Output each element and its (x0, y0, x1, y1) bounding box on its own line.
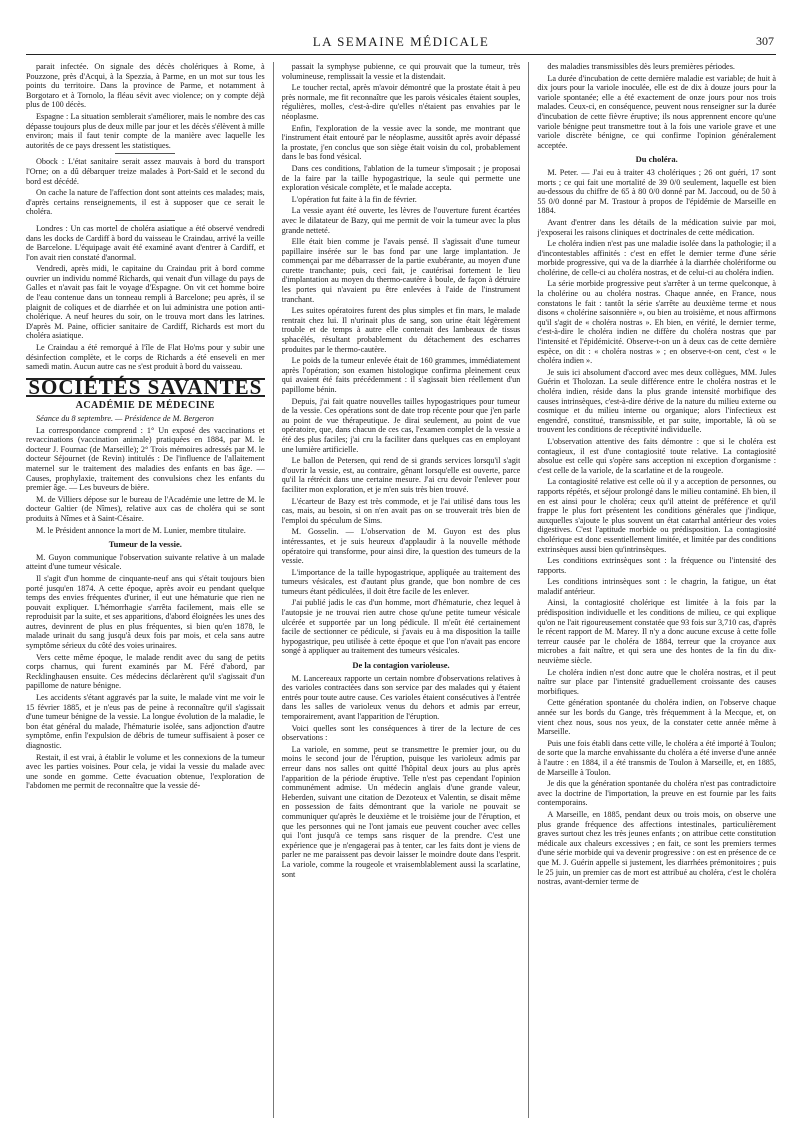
paragraph: La correspondance comprend : 1° Un exposé des vaccinations et revaccinations (vaccination animale) pratiquées en 1884, par M. le docteur J. Fournac (de Marseille); 2° Trois mémoires adressés par M. le docteur Séjournet (de Revin) intitulés : De l'influence de l'allaitement maternel sur le traitement des maladies des enfants en bas âge. — Causes, prophylaxie, traitement des convulsions chez les enfants du premier âge. — Les buveurs de bière. (26, 425, 265, 493)
paragraph: Avant d'entrer dans les détails de la médication suivie par moi, j'exposerai les raisons cliniques et doctrinales de cette médication. (537, 217, 776, 237)
news-paragraphs (26, 62, 265, 372)
paragraph: Vers cette même époque, le malade rendit avec du sang de petits corps charnus, qui furent examinés par M. Féré d'abord, par Recklinghausen ensuite. Ces médecins déclarèrent qu'il s'agissait d'un papillome de nature bénigne. (26, 652, 265, 691)
paragraph: parait infectée. On signale des décès cholériques à Rome, à Pouzzone, près d'Acqui, à la Spezzia, à Parme, en un mot sur tous les points du territoire. Dans la province de Parme, et notamment à Borgotaro et à Tornolo, la fléau sévit avec violence; on y compte déjà plus de 100 décès. (26, 62, 265, 110)
paragraph: Ainsi, la contagiosité cholérique est limitée à la fois par la prédisposition individuelle et les conditions de milieu, ce qui explique qu'on ne l'ait rigoureusement constatée que 93 fois sur 3,710 cas, d'après le récent rapport de M. Marey. Il n'y a donc aucune excuse à cette folle terreur causée par le choléra de 1884, terreur que la croyance aux microbes a fait naître, et qui sera une des hontes de la fin du dix-neuvième siècle. (537, 598, 776, 666)
paragraph: M. Gosselin. — L'observation de M. Guyon est des plus intéressantes, et je suis heureux d'applaudir à la nouvelle méthode opératoire qui transforme, pour ainsi dire, la question des tumeurs de la vessie. (281, 527, 521, 566)
journal-title: LA SEMAINE MÉDICALE (312, 34, 490, 49)
page-number: 307 (756, 34, 774, 48)
paragraph: M. Peter. — J'ai eu à traiter 43 cholériques ; 26 ont guéri, 17 sont morts ; ce qui fait une mortalité de 39 0/0 seulement, laquelle est bien au-dessous du chiffre de 65 à 80 0/0 donné par M. Jaccoud, ou de 50 à 55 0/0 donné par M. Trastour à propos de l'épidémie de Marseille en 1884. (537, 167, 776, 216)
paragraph: Espagne : La situation semblerait s'améliorer, mais le nombre des cas dépasse toujours plus de deux mille par jour et les décès s'élèvent à mille environ; mais il faut tenir compte de la manière avec laquelle les autorités de ce pays dressent les statistiques. (26, 111, 265, 150)
paragraph: J'ai publié jadis le cas d'un homme, mort d'hématurie, chez lequel à l'autopsie je ne trouvai rien autre chose qu'une petite tumeur vésicale ulcérée et supportée par un long pédicule. Il m'eût été certainement facile de sectionner ce pédicule, si j'avais eu à ma disposition la taille hypogastrique, peu utilisée à cette époque et que l'on n'avait pas encore songé à appliquer au traitement des tumeurs vésicales. (281, 598, 521, 656)
column-separator (273, 62, 274, 1118)
subsection-title: Du choléra. (635, 154, 678, 165)
paragraph: M. le Président annonce la mort de M. Lunier, membre titulaire. (36, 525, 246, 535)
paragraph: Le poids de la tumeur enlevée était de 160 grammes, immédiatement après l'opération; son examen histologique confirma pleinement ceux qui avaient été faits précédemment : il s'agissait bien réellement d'un papillome bénin. (281, 356, 521, 394)
paragraph: des maladies transmissibles dès leurs premières périodes. (547, 62, 735, 71)
subsection-title: Tumeur de la vessie. (108, 539, 182, 550)
paragraph: Les accidents s'étant aggravés par la suite, le malade vint me voir le 15 février 1885, et je n'eus pas de peine à reconnaître qu'il s'agissait d'une tumeur bénigne de la vessie. La longue évolution de la maladie, le bon état général du malade, l'hématurie isolée, sans adjonction d'autre symptôme, enfin l'expulsion de débris de tumeur suffisaient à poser ce diagnostic. (26, 693, 265, 750)
paragraph: Obock : L'état sanitaire serait assez mauvais à bord du transport l'Orne; on a dû débarquer treize malades à Port-Saïd et le second du bord est décédé. (26, 157, 265, 186)
paragraph: Depuis, j'ai fait quatre nouvelles tailles hypogastriques pour tumeur de la vessie. Ces opérations sont de date trop récente pour que j'en parle au point de vue thérapeutique. Je dirai seulement, au point de vue opératoire, que, dans chacun de ces cas, l'examen complet de la vessie a été des plus faciles; j'ai cru la faciliter dans quelques cas en employant une lumière artificielle. (281, 396, 521, 454)
paragraph: Le Craindau a été remorqué à l'île de Flat Ho'ms pour y subir une désinfection complète, et le corps de Richards a été enseveli en mer samedi matin. Aucun autre cas ne s'est produit à bord du vaisseau. (26, 343, 265, 372)
page-header (26, 28, 776, 55)
academy-title: ACADÉMIE DE MÉDECINE (75, 400, 216, 412)
paragraph: Dans ces conditions, l'ablation de la tumeur s'imposait ; je proposai de la faire par la taille hypogastrique, la seule qui permette une exploration vésicale complète, et le malade accepta. (281, 163, 521, 193)
paragraph: Il s'agit d'un homme de cinquante-neuf ans qui s'était toujours bien porté jusqu'en 1874. A cette époque, après avoir eu pendant quelque temps des envies fréquentes d'uriner, il eut une hématurie que rien ne pouvait expliquer. L'hémorrhagie s'arrêta facilement, mais elle se reproduisit par la suite, et ses apparitions, d'abord éloignées les unes des autres, devinrent de plus en plus fréquentes, si bien qu'en 1878, le malade urinait du sang jusqu'à deux fois par mois, et cela sans autre symptôme sérieux du côté des voies urinaires. (26, 573, 265, 651)
paragraph: La variole, en somme, peut se transmettre le premier jour, ou du moins le second jour de l'éruption, puisque les varioleux admis par erreur dans nos salles ont quitté l'hôpital deux jours au plus après l'apparition de la période éruptive. Telle n'est pas cependant l'opinion communément admise. Un médecin anglais d'une grande valeur, Heberden, suivant une citation de Dezoteux et Valentin, se disait même en possession de faits démontrant que la variole ne pouvait se communiquer qu'après le deuxième et le troisième jour de l'éruption, et que les personnes qui ne l'ont jamais eue peuvent coucher avec celles qui l'ont jusqu'à ce temps sans risquer de la prendre. C'est une expérience que je n'engagerai pas à tenter, car les faits dont je viens de parler ne me paraissent pas devoir laisser le moindre doute dans l'esprit. La variole, comme la rougeole et vraisemblablement aussi la scarlatine, sont (281, 744, 521, 879)
paragraph: Vendredi, après midi, le capitaine du Craindau prit à bord comme ouvrier un individu nommé Richards, qui venait d'un village du pays de Galles et n'avait pas fait le voyage d'Espagne. On vit cet homme boire de l'eau contenue dans un tonneau rempli à Barcelone; peu après, il se plaignit de coliques et de diarrhée et on lui administra une potion anti-cholérique. A neuf heures du soir, on le trouva mort dans les latrines. D'après M. Paine, officier sanitaire de Cardiff, Richards est mort du choléra asiatique. (26, 264, 265, 341)
paragraph: Elle était bien comme je l'avais pensé. Il s'agissait d'une tumeur papillaire insérée sur le bas fond par une large implantation. Je commençai par me débarrasser de la partie exubérante, au moyen d'une curette tranchante; puis, ceci fait, je cautérisai fortement le lieu d'implantation au moyen du thermo-cautère à boule, de façon à détruire les portes qui n'avaient pu être enlevées à l'aide de l'instrument tranchant. (281, 237, 521, 304)
paragraph: Londres : Un cas mortel de choléra asiatique a été observé vendredi dans les docks de Cardiff à bord du vaisseau le Craindau, arrivé la veille de Barcelone. L'équipage avait été examiné avant d'entrer à Cardiff, et l'on avait rien constaté d'anormal. (26, 223, 265, 262)
column-1 (26, 62, 265, 1118)
paragraph: Je suis ici absolument d'accord avec mes deux collègues, MM. Jules Guérin et Tholozan. La seule différence entre le choléra nostras et le choléra indien, réside dans la plus grande intensité morbifique des causes intrinsèques, c'est-à-dire dérive de la nature du milieu externe ou cosmique et du milieu interne ou organique; alors l'infectieux est engendré, constitué, transmissible, et par suite, importable, là où se trouvent les conditions de réceptivité individuelle. (537, 367, 776, 435)
paragraph: M. de Villiers dépose sur le bureau de l'Académie une lettre de M. le docteur Galtier (de Nîmes), relative aux cas de choléra qui se sont produits à Nîmes et à Saint-Césaire. (26, 494, 265, 523)
paragraph: L'importance de la taille hypogastrique, appliquée au traitement des tumeurs vésicales, est d'autant plus grande, que bon nombre de ces tumeurs étant pédiculées, il doit être facile de les enlever. (281, 567, 521, 596)
paragraph: Puis une fois établi dans cette ville, le choléra a été importé à Toulon; de sorte que la marche envahissante du choléra a été inverse d'une année à l'autre : en 1884, il a été transmis de Toulon à Marseille, et, en 1885, de Marseille à Toulon. (537, 738, 776, 777)
paragraph: La série morbide progressive peut s'arrêter à un terme quelconque, à la cholérine ou au choléra nostras. Chaque année, en France, nous constatons le fait : tantôt la série s'arrête au deuxième terme et nous disons « cholérine saisonnière », ou bien au troisième, et nous affirmons qu'il s'agit de « choléra nostras ». Eh bien, en vérité, le dernier terme, c'est-à-dire le choléra indien ne diffère du choléra nostras que par l'intensité et l'épidémicité. Observe-t-on un à deux cas de cette dernière espèce, on dit : « choléra nostras » ; en observe-t-on cent, c'est « le choléra indien ». (537, 279, 776, 366)
divider (115, 153, 175, 154)
column-3 (537, 62, 776, 1118)
paragraph: On cache la nature de l'affection dont sont atteints ces malades; mais, d'après certains renseignements, il est à supposer que ce serait le choléra. (26, 188, 265, 217)
paragraph: Les suites opératoires furent des plus simples et fin mars, le malade rentrait chez lui. Il n'urinait plus de sang, son urine était légèrement trouble et de temps à autre elle contenait des lambeaux de tissus sphacélés, résultant probablement du détachement des escharres produites par le thermo-cautère. (281, 306, 521, 354)
paragraph: La contagiosité relative est celle où il y a acception de personnes, ou rapports répétés, et séjour prolongé dans le milieu contaminé. Eh bien, il en est ainsi pour le choléra; ceux qu'il atteint de préférence et qu'il frappe le plus fort présentent les conditions générales que j'indique, auxquelles s'ajoute le plus souvent un état catarrhal antérieur des voies digestives. C'est l'aptitude morbide ou prédisposition. La contagiosité cholérique est donc essentiellement limitée, et limitée par des conditions extrinsèques aussi bien qu'intrinsèques. (537, 477, 776, 554)
paragraph: Enfin, l'exploration de la vessie avec la sonde, me montrant que l'instrument était entouré par le néoplasme, aussitôt après avoir dépassé la prostate, j'en conclus que son siège était voisin du col, probablement dans le bas fond vésical. (281, 123, 521, 162)
paragraph: Le ballon de Petersen, qui rend de si grands services lorsqu'il s'agit d'ouvrir la vessie, est, au contraire, gênant lorsqu'elle est ouverte, parce qu'il la rétrécit dans une certaine mesure. J'ai cru devoir l'enlever pour faciliter mon exploration, et je m'en suis très bien trouvé. (281, 456, 521, 494)
paragraph: A Marseille, en 1885, pendant deux ou trois mois, on observe une plus grande fréquence des affections intestinales, particulièrement graves surtout chez les très jeunes enfants ; on attribue cette constitution médicale aux chaleurs excessives ; en fait, ce sont les premiers termes d'une série morbide qui va devenir progressive : on est en présence de ce que M. J. Guérin appelle si justement, les diarrhées prémonitoires ; puis le 25 juin, un premier cas de mort est attribué au choléra, c'est le choléra nostras, avant-dernier terme de (537, 809, 776, 887)
paragraph: Le toucher rectal, après m'avoir démontré que la prostate était à peu près normale, me fit reconnaître que les parois vésicales étaient souples, régulières, molles, c'est-à-dire qu'elles n'étaient pas envahies par le néoplasme. (281, 83, 521, 121)
paragraph: La durée d'incubation de cette dernière maladie est variable; de huit à dix jours pour la variole inoculée, elle est de dix à douze jours pour la variole spontanée; elle a été exactement de onze jours pour nos trois malades. Ceux-ci, en conséquence, peuvent nous renseigner sur la durée d'incubation de cette fièvre éruptive; ils nous apprennent encore qu'une variole bénigne peut transmettre tout à la fois une variole grave et une variole discrète bénigne, ce qui confirme l'opinion généralement acceptée. (537, 73, 776, 150)
paragraph: L'opération fut faite à la fin de février. (291, 194, 417, 204)
paragraph: passait la symphyse pubienne, ce qui prouvait que la tumeur, très volumineuse, remplissait la vessie et la distendait. (281, 62, 521, 81)
newspaper-page (26, 28, 776, 1118)
paragraph: La vessie ayant été ouverte, les lèvres de l'ouverture furent écartées avec le dilatateur de Bazy, qui me permit de voir la tumeur avec la plus grande netteté. (281, 206, 521, 235)
column-2 (282, 62, 521, 1118)
paragraph: M. Lancereaux rapporte un certain nombre d'observations relatives à des varioles contractées dans son service par des malades qui y étaient entrés pour toute autre cause. Ces varioles étaient consécutives à l'entrée dans les salles de varioleux venus du dehors et admis par erreur, temporairement, avant l'apparition de l'éruption. (281, 673, 521, 721)
paragraph: Je dis que la génération spontanée du choléra n'est pas contradictoire avec la doctrine de l'importation, la preuve en est fournie par les faits contemporains. (537, 779, 776, 808)
paragraph: L'écarteur de Bazy est très commode, et je l'ai utilisé dans tous les cas, mais, au besoin, si on n'en avait pas on se trouverait très bien de l'emploi du spéculum de Sims. (281, 496, 521, 525)
seance-line: Séance du 8 septembre. — Présidence de M. Bergeron (36, 414, 214, 423)
paragraph: Voici quelles sont les conséquences à tirer de la lecture de ces observations : (281, 723, 521, 743)
paragraph: Cette génération spontanée du choléra indien, on l'observe chaque année sur les bords du Gange, très fréquemment à la Mecque, et, on vient chez nous, sous nos yeux, de la constater cette année même à Marseille. (537, 698, 776, 737)
subsection-title: De la contagion varioleuse. (352, 660, 450, 671)
divider (115, 220, 175, 221)
paragraph: L'observation attentive des faits démontre : que si le choléra est contagieux, il est d'une contagiosité toute relative. La contagiosité absolue est celle qui s'opère sans acception ni exception d'organisme : c'est celle de la variole, de la scarlatine et de la rougeole. (537, 436, 776, 475)
paragraph: Le choléra indien n'est donc autre que le choléra nostras, et il peut naître sur place par l'intensité graduellement croissante des causes morbifiques. (537, 667, 776, 696)
text-columns (26, 62, 776, 1118)
paragraph: Les conditions extrinsèques sont : la fréquence ou l'intensité des rapports. (537, 556, 776, 575)
section-title: SOCIÉTÉS SAVANTES (26, 378, 265, 398)
paragraph: Restait, il est vrai, à établir le volume et les connexions de la tumeur avec les parties voisines. Pour cela, je vidai la vessie du malade avec une sonde en gomme. Cette évacuation obtenue, l'exploration de l'abdomen me permit de reconnaître que la vessie dé- (26, 752, 265, 791)
paragraph: Les conditions intrinsèques sont : le chagrin, la fatigue, un état maladif antérieur. (537, 577, 776, 596)
paragraph: Le choléra indien n'est pas une maladie isolée dans la pathologie; il a d'incontestables affinités : c'est en effet le dernier terme d'une série morbide progressive, qui va de la diarrhée à la diarrhée cholériforme ou cholérine, de celle-ci au choléra nostras, et de celui-ci au choléra indien. (537, 239, 776, 277)
column-separator (528, 62, 529, 1118)
paragraph: M. Guyon communique l'observation suivante relative à un malade atteint d'une tumeur vésicale. (26, 552, 265, 572)
